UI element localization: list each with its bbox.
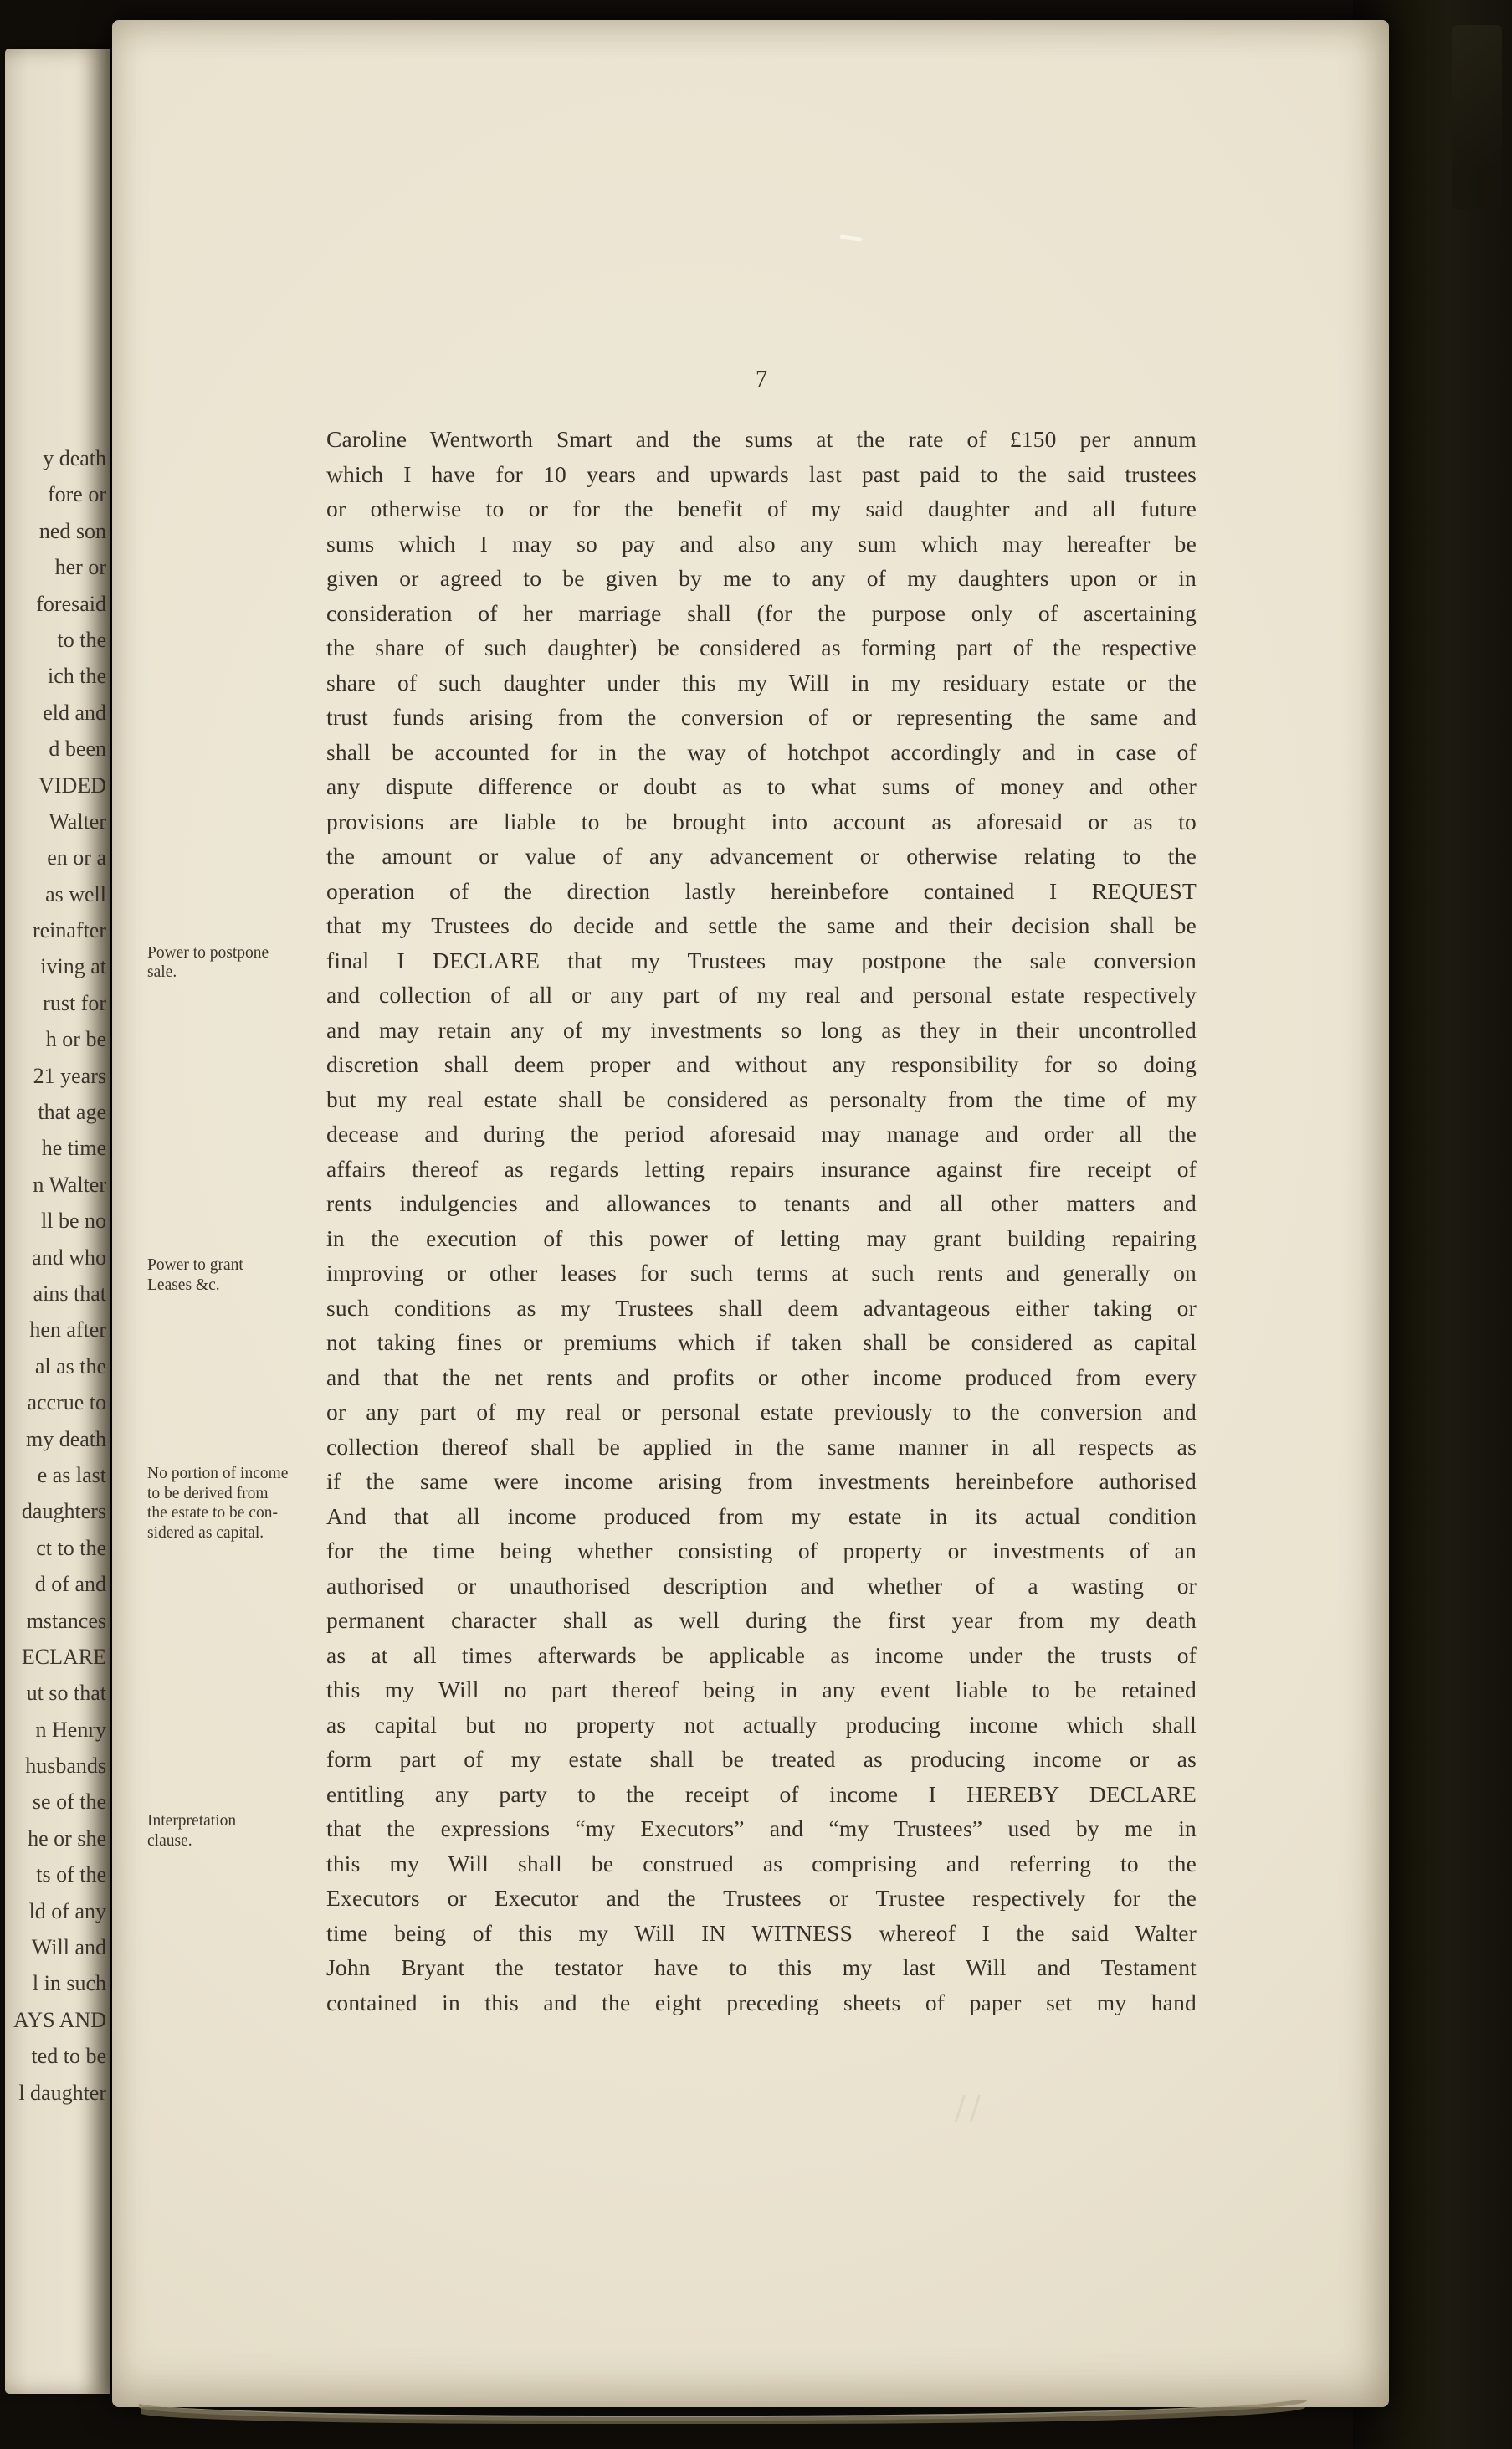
body-line: and collection of all or any part of my real and personal estate respectively	[326, 982, 1197, 1008]
body-line: permanent character shall as well during the first year from my death	[326, 1607, 1197, 1633]
body-line: or otherwise to or for the benefit of my said daughter and all future	[326, 495, 1197, 521]
previous-page-fragment: ld of any	[28, 1898, 106, 1923]
body-line: And that all income produced from my estate in its actual condition	[326, 1502, 1197, 1529]
previous-page-fragment: ct to the	[36, 1535, 106, 1560]
body-line: that the expressions “my Executors” and “my Trustees” used by me in	[326, 1815, 1197, 1841]
previous-page-fragment: AYS AND	[13, 2007, 106, 2032]
previous-page-fragment: ned son	[38, 518, 106, 543]
body-line: trust funds arising from the conversion of or representing the same and	[326, 704, 1197, 730]
margin-note-line: sidered as capital.	[147, 1523, 264, 1542]
margin-note	[147, 1464, 319, 1543]
body-line: provisions are liable to be brought into account as aforesaid or as to	[326, 808, 1197, 834]
previous-page-fragment: hen after	[29, 1317, 106, 1343]
body-line: discretion shall deem proper and without any responsibility for so doing	[326, 1051, 1197, 1077]
previous-page-fragment: Will and	[31, 1935, 106, 1960]
body-line: the amount or value of any advancement or otherwise relating to the	[326, 843, 1197, 869]
previous-page-fragment: iving at	[40, 954, 106, 979]
scan-artifact	[955, 2094, 966, 2122]
previous-page-fragment: 21 years	[33, 1063, 106, 1088]
body-line: or any part of my real or personal estate previously to the conversion and	[326, 1399, 1197, 1425]
body-line: any dispute difference or doubt as to what sums of money and other	[326, 773, 1197, 799]
previous-page-fragment: my death	[25, 1426, 106, 1451]
previous-page-fragment: se of the	[32, 1789, 106, 1815]
body-line: for the time being whether consisting of property or investments of an	[326, 1538, 1197, 1563]
previous-page-fragment: Walter	[49, 809, 106, 834]
previous-page-fragment: her or	[54, 555, 106, 580]
previous-page-edge	[5, 49, 110, 2394]
previous-page-fragment: daughters	[21, 1499, 106, 1524]
page-number: 7	[756, 367, 767, 393]
previous-page-fragment: ll be no	[41, 1209, 106, 1234]
previous-page-fragment: n Walter	[33, 1172, 106, 1197]
previous-page-fragment: mstances	[26, 1608, 106, 1633]
body-line: as capital but no property not actually producing income which shall	[326, 1711, 1197, 1738]
previous-page-fragment: to the	[57, 627, 106, 652]
previous-page-fragment: l daughter	[18, 2080, 106, 2105]
body-line: the share of such daughter) be considered as forming part of the respective	[326, 634, 1197, 660]
body-line: consideration of her marriage shall (for the purpose only of ascertaining	[326, 599, 1197, 626]
previous-page-fragments	[6, 440, 106, 2111]
body-line: given or agreed to be given by me to any of my daughters upon or in	[326, 565, 1197, 591]
margin-note	[147, 943, 319, 983]
body-line: Executors or Executor and the Trustees or Trustee respectively for the	[326, 1885, 1197, 1911]
previous-page-fragment: ut so that	[26, 1681, 106, 1706]
book-spine-detail	[1452, 25, 1502, 209]
body-line: and that the net rents and profits or other income produced from every	[326, 1363, 1197, 1390]
previous-page-fragment: ted to be	[31, 2044, 106, 2069]
previous-page-fragment: foresaid	[36, 591, 106, 616]
body-line: improving or other leases for such terms at such rents and generally on	[326, 1260, 1197, 1286]
previous-page-fragment: as well	[45, 881, 106, 906]
margin-note-line: the estate to be con-	[147, 1504, 278, 1522]
previous-page-fragment: n Henry	[35, 1717, 106, 1742]
margin-note-line: Power to grant	[147, 1256, 243, 1274]
scan-artifact	[970, 2094, 981, 2122]
previous-page-fragment: d of and	[34, 1572, 106, 1597]
previous-page-fragment: he time	[41, 1136, 106, 1161]
body-line: entitling any party to the receipt of income I HEREBY DECLARE	[326, 1780, 1197, 1807]
previous-page-fragment: en or a	[47, 845, 106, 870]
previous-page-fragment: h or be	[45, 1027, 106, 1052]
previous-page-fragment: and who	[32, 1245, 106, 1270]
previous-page-fragment: fore or	[47, 482, 106, 507]
body-line: time being of this my Will IN WITNESS whereof I the said Walter	[326, 1919, 1197, 1946]
previous-page-fragment: ts of the	[36, 1862, 106, 1887]
margin-note-line: clause.	[147, 1831, 192, 1850]
body-line: authorised or unauthorised description and whether of a wasting or	[326, 1572, 1197, 1599]
body-line: as at all times afterwards be applicable as income under the trusts of	[326, 1641, 1197, 1668]
body-line: rents indulgencies and allowances to tenants and all other matters and	[326, 1190, 1197, 1216]
body-line: this my Will shall be construed as comprising and referring to the	[326, 1850, 1197, 1877]
margin-note-line: Power to postpone	[147, 943, 269, 962]
margin-note	[147, 1811, 319, 1851]
previous-page-fragment: that age	[38, 1100, 106, 1125]
margin-note	[147, 1255, 319, 1295]
body-line: John Bryant the testator have to this my last Will and Testament	[326, 1954, 1197, 1980]
previous-page-fragment: he or she	[28, 1825, 106, 1851]
previous-page-fragment: rust for	[43, 990, 106, 1015]
previous-page-fragment: e as last	[37, 1462, 106, 1487]
previous-page-fragment: ich the	[47, 664, 106, 689]
body-line: not taking fines or premiums which if taken shall be considered as capital	[326, 1329, 1197, 1355]
body-line: and may retain any of my investments so long as they in their uncontrolled	[326, 1016, 1197, 1043]
previous-page-fragment: d been	[49, 737, 106, 762]
previous-page-fragment: ains that	[33, 1281, 106, 1306]
body-line: but my real estate shall be considered as personalty from the time of my	[326, 1086, 1197, 1112]
margin-note-line: Leases &c.	[147, 1276, 220, 1294]
body-line: decease and during the period aforesaid may manage and order all the	[326, 1121, 1197, 1147]
margin-note-line: No portion of income	[147, 1465, 289, 1482]
body-line: sums which I may so pay and also any sum which may hereafter be	[326, 530, 1197, 557]
previous-page-fragment: eld and	[43, 700, 106, 725]
body-line: Caroline Wentworth Smart and the sums at the rate of £150 per annum	[326, 426, 1197, 452]
previous-page-fragment: y death	[43, 446, 106, 470]
body-line: affairs thereof as regards letting repairs insurance against fire receipt of	[326, 1155, 1197, 1182]
body-line: this my Will no part thereof being in any event liable to be retained	[326, 1676, 1197, 1702]
body-line: in the execution of this power of letting may grant building repairing	[326, 1224, 1197, 1251]
body-line: which I have for 10 years and upwards last past paid to the said trustees	[326, 460, 1197, 487]
body-line: such conditions as my Trustees shall deem advantageous either taking or	[326, 1294, 1197, 1321]
body-line: if the same were income arising from investments hereinbefore authorised	[326, 1468, 1197, 1494]
body-text	[326, 422, 1197, 2020]
margin-note-line: sale.	[147, 963, 177, 981]
previous-page-fragment: l in such	[32, 1971, 106, 1996]
body-line: share of such daughter under this my Will in my residuary estate or the	[326, 669, 1197, 696]
sheet-edges	[137, 2394, 1309, 2417]
body-line: final I DECLARE that my Trustees may postpone the sale conversion	[326, 947, 1197, 973]
body-line: that my Trustees do decide and settle the same and their decision shall be	[326, 912, 1197, 938]
body-line: form part of my estate shall be treated as producing income or as	[326, 1746, 1197, 1772]
previous-page-fragment: VIDED	[38, 773, 106, 798]
body-line: contained in this and the eight preceding sheets of paper set my hand	[326, 1989, 1197, 2015]
margin-note-line: to be derived from	[147, 1484, 269, 1502]
previous-page-fragment: reinafter	[32, 918, 106, 943]
margin-note-line: Interpretation	[147, 1812, 237, 1830]
body-line: collection thereof shall be applied in the same manner in all respects as	[326, 1433, 1197, 1460]
body-line: operation of the direction lastly hereinbefore contained I REQUEST	[326, 877, 1197, 904]
body-line: shall be accounted for in the way of hotchpot accordingly and in case of	[326, 738, 1197, 765]
document-page	[112, 20, 1389, 2407]
previous-page-fragment: al as the	[34, 1353, 106, 1379]
scan-artifact	[840, 234, 862, 242]
previous-page-fragment: husbands	[25, 1753, 106, 1779]
previous-page-fragment: ECLARE	[21, 1644, 106, 1669]
previous-page-fragment: accrue to	[27, 1390, 106, 1415]
